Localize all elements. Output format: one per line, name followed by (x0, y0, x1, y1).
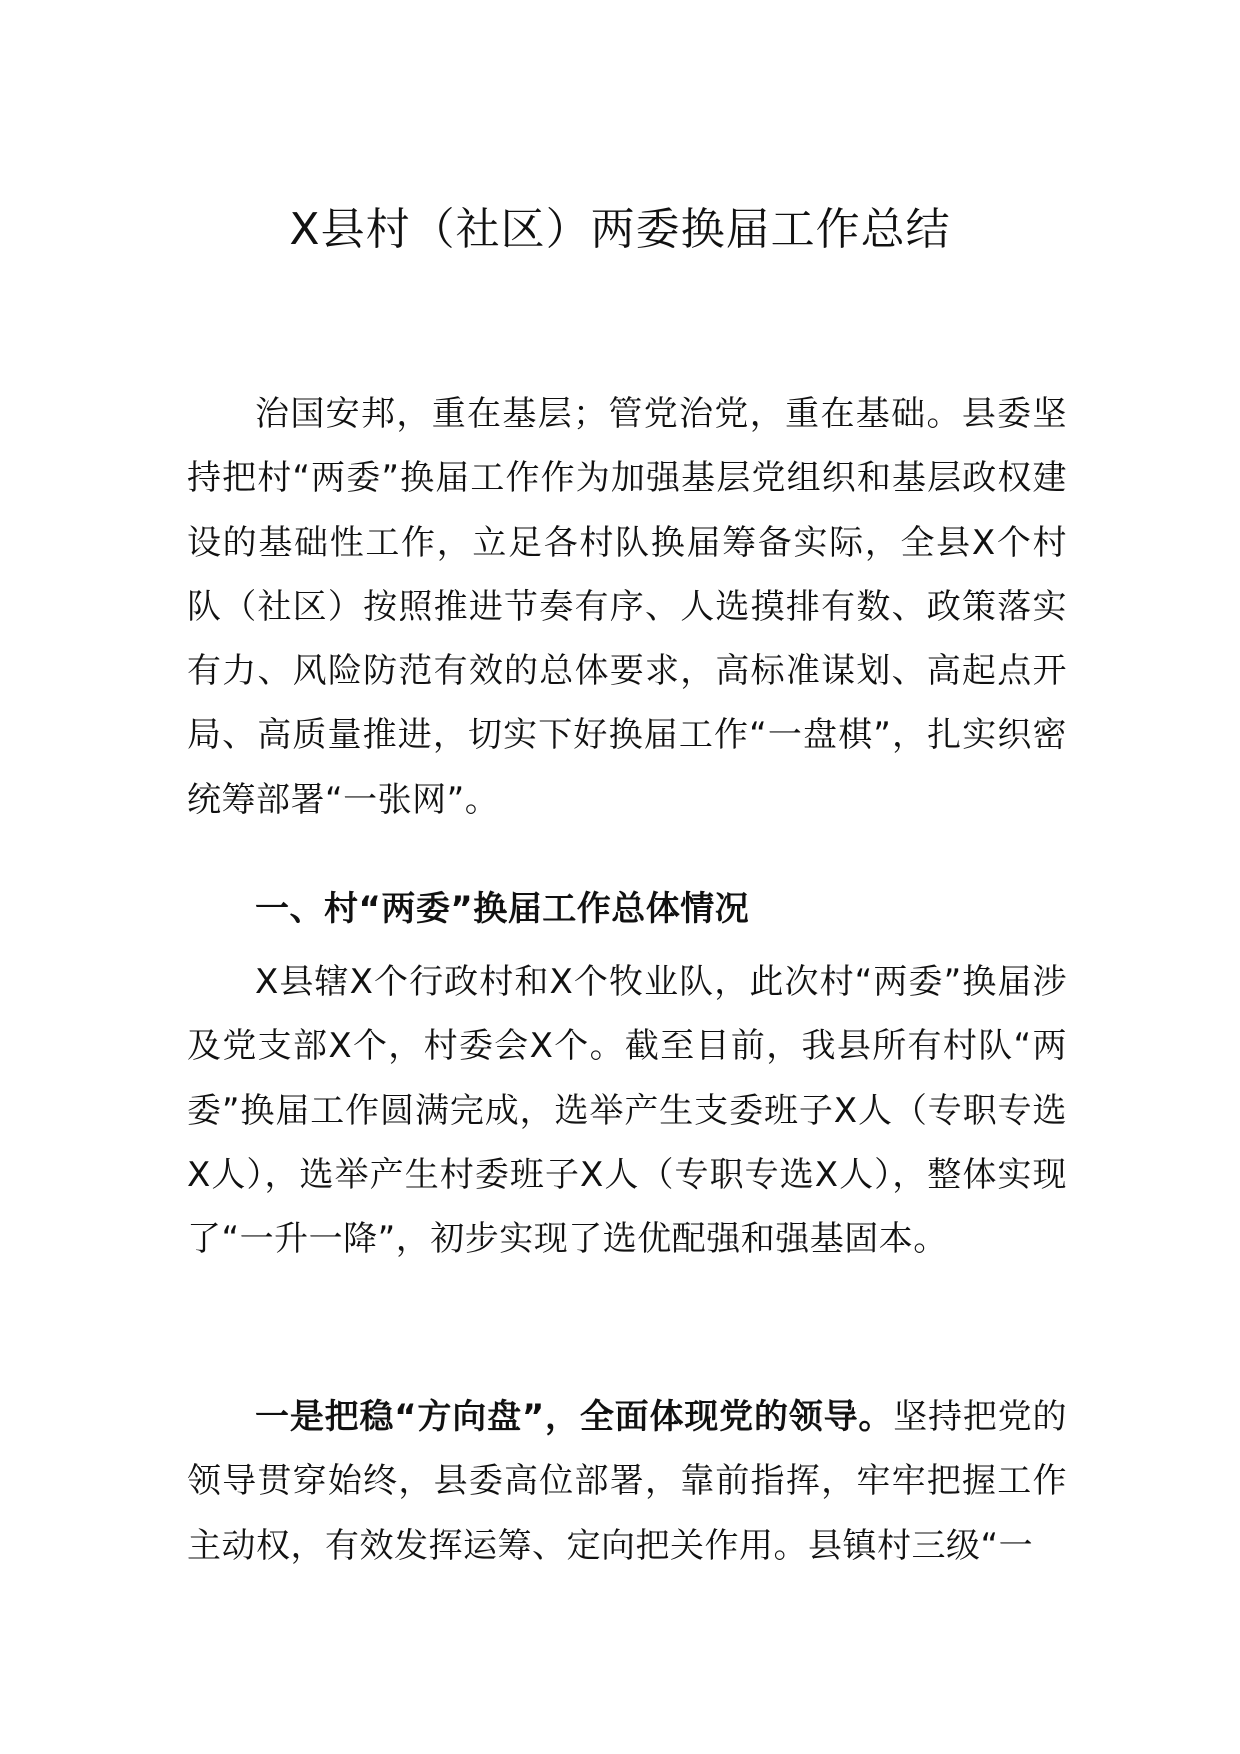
section-1-paragraph: X县辖X个行政村和X个牧业队，此次村“两委”换届涉及党支部X个，村委会X个。截至目前，我县所有村队“两委”换届工作圆满完成，选举产生支委班子X人（专职专选X人），选举产生村委班子X人（专职专选X人），整体实现了“一升一降”，初步实现了选优配强和强基固本。 (187, 962, 1067, 1260)
document-title: X县村（社区）两委换届工作总结 (289, 204, 951, 255)
section-heading-1: 一、村“两委”换届工作总体情况 (255, 889, 750, 929)
intro-paragraph: 治国安邦，重在基层；管党治党，重在基础。县委坚持把村“两委”换届工作作为加强基层党组织和基层政权建设的基础性工作，立足各村队换届筹备实际，全县X个村队（社区）按照推进节奏有序、人选摸排有数、政策落实有力、风险防范有效的总体要求，高标准谋划、高起点开局、高质量推进，切实下好换届工作“一盘棋”，扎实织密统筹部署“一张网”。 (187, 394, 1067, 820)
point-1-paragraph (187, 1385, 1067, 1578)
point-1-lead: 一是把稳“方向盘”，全面体现党的领导。 (255, 1397, 894, 1437)
point-1-text: 坚持把党的领导贯穿始终，县委高位部署，靠前指挥，牢牢把握工作主动权，有效发挥运筹、定向把关作用。县镇村三级“一 (187, 1397, 1067, 1566)
